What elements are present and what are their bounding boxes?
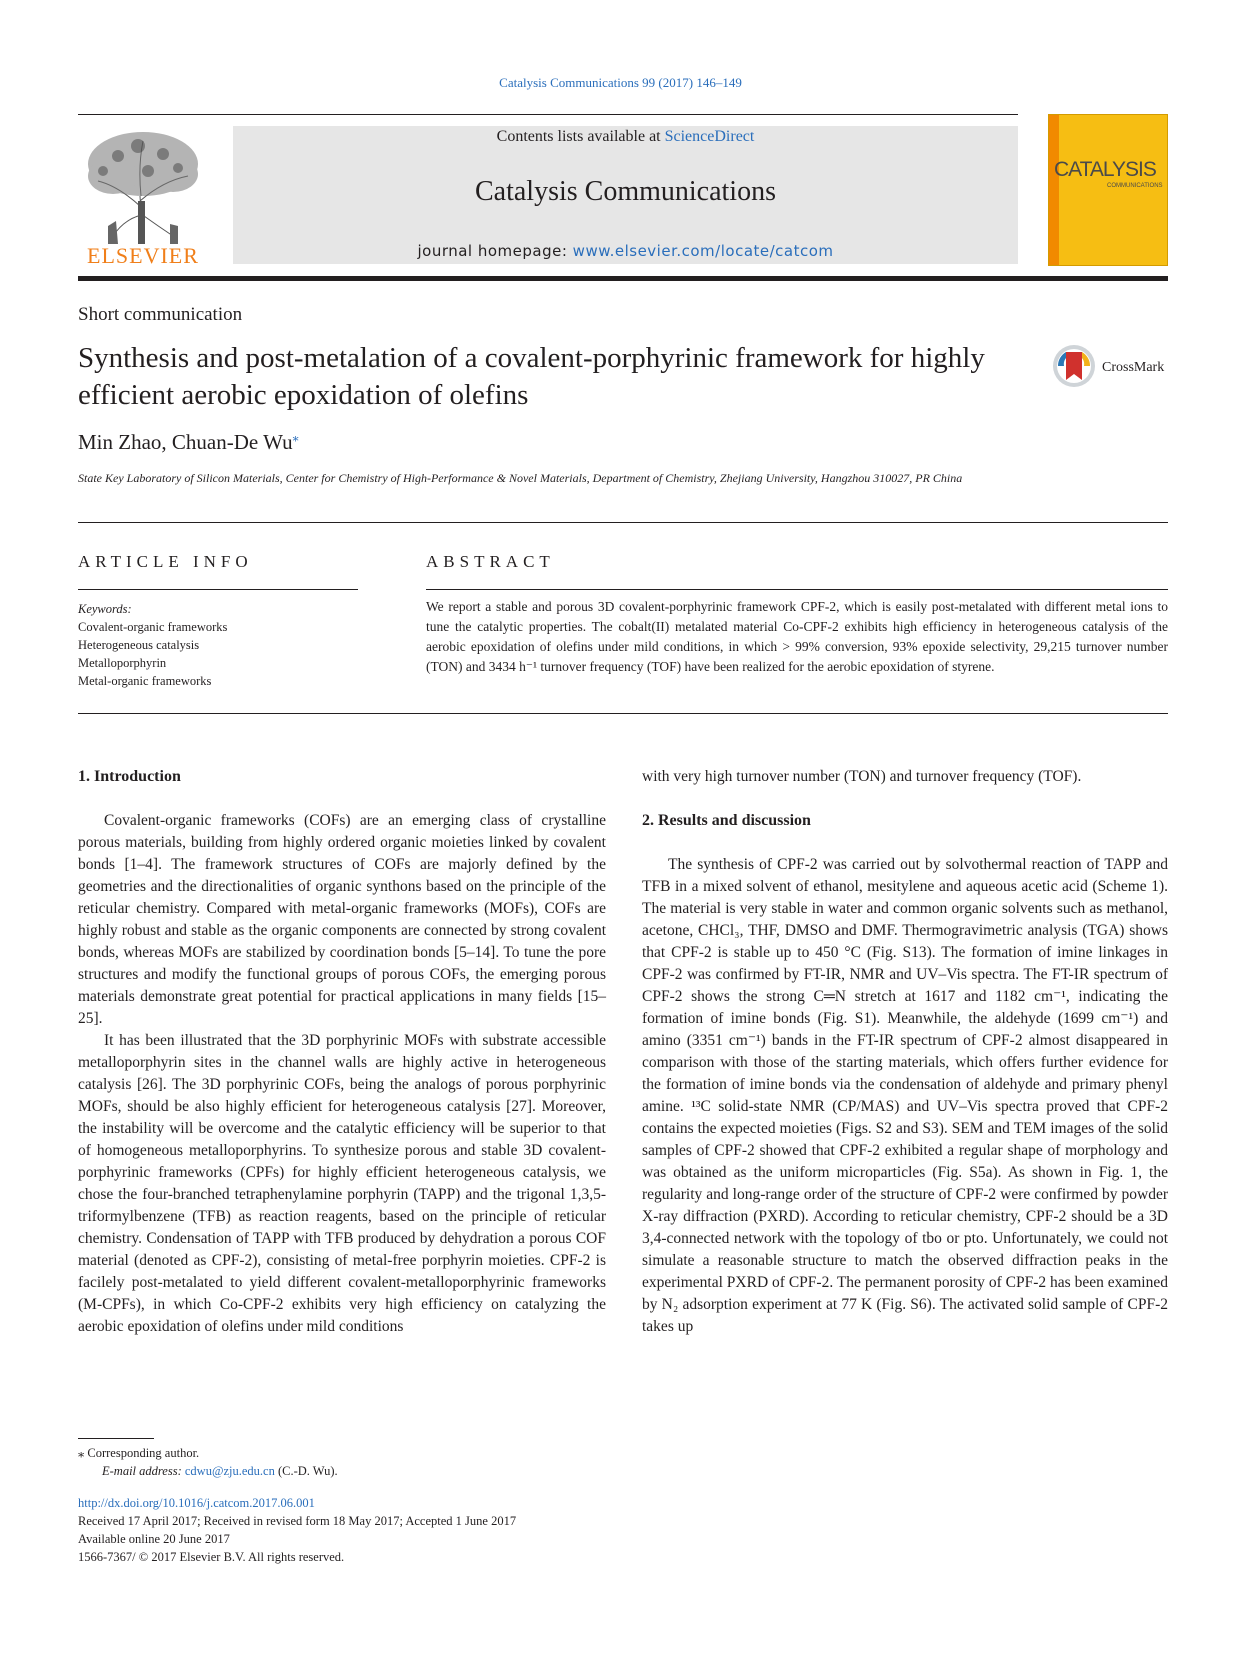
keyword: Covalent-organic frameworks <box>78 620 228 634</box>
contents-prefix: Contents lists available at <box>496 128 665 145</box>
crossmark-label[interactable]: CrossMark <box>1102 360 1165 375</box>
results-heading: 2. Results and discussion <box>642 812 811 829</box>
cover-subtitle: COMMUNICATIONS <box>1107 183 1163 189</box>
body-left-column <box>78 766 606 1338</box>
corresponding-mark[interactable]: ⁎ <box>292 430 299 444</box>
sciencedirect-link[interactable]: ScienceDirect <box>664 128 755 145</box>
cover-stripe <box>1049 115 1059 265</box>
keyword: Metalloporphyrin <box>78 656 167 670</box>
homepage-prefix: journal homepage: <box>417 242 573 260</box>
homepage-line <box>233 242 1018 260</box>
intro-continuation: with very high turnover number (TON) and turnover frequency (TOF). <box>642 768 1082 785</box>
authors <box>78 430 299 455</box>
article-metadata <box>78 1494 516 1566</box>
journal-reference[interactable]: Catalysis Communications 99 (2017) 146–149 <box>499 75 742 90</box>
header-rule <box>78 114 1018 115</box>
footnote <box>78 1444 338 1480</box>
article-type: Short communication <box>78 304 243 325</box>
corresponding-author-note: ⁎ Corresponding author. <box>78 1446 200 1460</box>
keyword: Heterogeneous catalysis <box>78 638 200 652</box>
publisher-logo-text: ELSEVIER <box>87 243 199 268</box>
email-line <box>78 1462 338 1480</box>
journal-cover[interactable] <box>1048 114 1168 266</box>
journal-title: Catalysis Communications <box>475 176 776 207</box>
email-label: E-mail address: <box>102 1464 185 1478</box>
article-title: Synthesis and post-metalation of a covalent-porphyrinic framework for highly efficient aerobic epoxidation of olefins <box>78 342 985 411</box>
journal-banner <box>233 126 1018 264</box>
abstract-heading: ABSTRACT <box>426 552 555 571</box>
homepage-link[interactable]: www.elsevier.com/locate/catcom <box>572 242 834 260</box>
article-info-rule <box>78 589 358 590</box>
cover-title: CATALYSIS <box>1054 158 1156 181</box>
header-thick-rule <box>78 276 1168 281</box>
intro-paragraph: It has been illustrated that the 3D porphyrinic MOFs with substrate accessible metalloporphyrin sites in the channel walls are highly active in heterogeneous catalysis [26]. The 3D porphyrinic COFs, being the analogs of porous porphyrinic MOFs, should be also highly efficient for heterogeneous catalysis [27]. Moreover, the instability will be overcome and the catalytic efficiency will be superior to that of homogeneous metalloporphyrins. To synthesize porous and stable 3D covalent-porphyrinic frameworks (CPFs) for highly efficient heterogeneous catalysis, we chose the four-branched tetraphenylamine porphyrin (TAPP) and the trigonal 1,3,5-triformylbenzene (TFB) as reaction reagents, based on the principle of reticular chemistry. Condensation of TAPP with TFB produced by dehydration a porous COF material (denoted as CPF-2), consisting of metal-free porphyrin moieties. CPF-2 is facilely post-metalated to yield different covalent-metalloporphyrinic frameworks (M-CPFs), in which Co-CPF-2 exhibits very high efficiency on catalyzing the aerobic epoxidation of olefins under mild conditions <box>78 1032 606 1335</box>
article-info-heading: ARTICLE INFO <box>78 552 253 571</box>
body-right-column <box>642 766 1168 1338</box>
abstract-bottom-rule <box>78 713 1168 714</box>
email-suffix: (C.-D. Wu). <box>274 1464 338 1478</box>
copyright: 1566-7367/ © 2017 Elsevier B.V. All rights reserved. <box>78 1550 345 1564</box>
available-online: Available online 20 June 2017 <box>78 1532 230 1546</box>
contents-line <box>233 128 1018 146</box>
keywords-label: Keywords: <box>78 602 132 616</box>
intro-heading: 1. Introduction <box>78 768 181 785</box>
abstract-rule <box>426 589 1168 590</box>
footnote-rule <box>78 1438 154 1439</box>
doi-link[interactable]: http://dx.doi.org/10.1016/j.catcom.2017.06.001 <box>78 1496 315 1510</box>
email-link[interactable]: cdwu@zju.edu.cn <box>184 1464 275 1478</box>
author-names: Min Zhao, Chuan-De Wu <box>78 430 293 454</box>
affiliation: State Key Laboratory of Silicon Materials, Center for Chemistry of High-Performance & Novel Materials, Department of Chemistry, Zhejiang University, Hangzhou 310027, PR China <box>78 471 963 485</box>
keyword: Metal-organic frameworks <box>78 674 212 688</box>
received-dates: Received 17 April 2017; Received in revised form 18 May 2017; Accepted 1 June 2017 <box>78 1514 517 1528</box>
keywords-block <box>78 600 227 690</box>
intro-paragraph: Covalent-organic frameworks (COFs) are an emerging class of crystalline porous materials, building from highly ordered organic moieties linked by covalent bonds [1–4]. The framework structures of COFs are majorly defined by the geometries and the directionalities of organic synthons based on the principle of the reticular chemistry. Compared with metal-organic frameworks (MOFs), COFs are highly robust and stable as the organic components are connected by strong covalent bonds, whereas MOFs are stabilized by coordination bonds [5–14]. To tune the pore structures and modify the functional groups of porous COFs, the emerging porous materials demonstrate great potential for practical applications in many fields [15–25]. <box>78 812 606 1027</box>
abstract-text: We report a stable and porous 3D covalent-porphyrinic framework CPF-2, which is easily post-metalated with different metal ions to tune the catalytic properties. The cobalt(II) metalated material Co-CPF-2 exhibits high efficiency in heterogeneous catalysis of the aerobic epoxidation of olefins under mild conditions, in which > 99% conversion, 93% epoxide selectivity, 29,215 turnover number (TON) and 3434 h⁻¹ turnover frequency (TOF) have been realized for the aerobic epoxidation of styrene. <box>426 599 1168 674</box>
results-paragraph: The synthesis of CPF-2 was carried out by solvothermal reaction of TAPP and TFB in a mixed solvent of ethanol, mesitylene and aqueous acetic acid (Scheme 1). The material is very stable in water and common organic solvents such as methanol, acetone, CHCl₃, THF, DMSO and DMF. Thermogravimetric analysis (TGA) shows that CPF-2 is stable up to 450 °C (Fig. S13). The formation of imine linkages in CPF-2 was confirmed by FT-IR, NMR and UV–Vis spectra. The FT-IR spectrum of CPF-2 shows the strong C═N stretch at 1617 and 1182 cm⁻¹, indicating the formation of imine bonds (Fig. S1). Meanwhile, the aldehyde (1699 cm⁻¹) and amino (3351 cm⁻¹) bands in the FT-IR spectrum of CPF-2 almost disappeared in comparison with those of the starting materials, which offers further evidence for the formation of imine bonds via the condensation of aldehyde and primary phenyl amine. ¹³C solid-state NMR (CP/MAS) and UV–Vis spectra proved that CPF-2 contains the expected moieties (Figs. S2 and S3). SEM and TEM images of the solid samples of CPF-2 showed that CPF-2 exhibited a regular shape of morphology and was obtained as the uniform microparticles (Fig. S5a). As shown in Fig. 1, the regularity and long-range order of the structure of CPF-2 were confirmed by powder X-ray diffraction (PXRD). According to reticular chemistry, CPF-2 should be a 3D 3,4-connected network with the topology of tbo or pto. Unfortunately, we could not simulate a reasonable structure to match the observed diffraction peaks in the experimental PXRD of CPF-2. The permanent porosity of CPF-2 has been examined by N₂ adsorption experiment at 77 K (Fig. S6). The activated solid sample of CPF-2 takes up <box>642 856 1168 1335</box>
title-rule <box>78 522 1168 523</box>
crossmark-icon[interactable] <box>1052 344 1096 388</box>
